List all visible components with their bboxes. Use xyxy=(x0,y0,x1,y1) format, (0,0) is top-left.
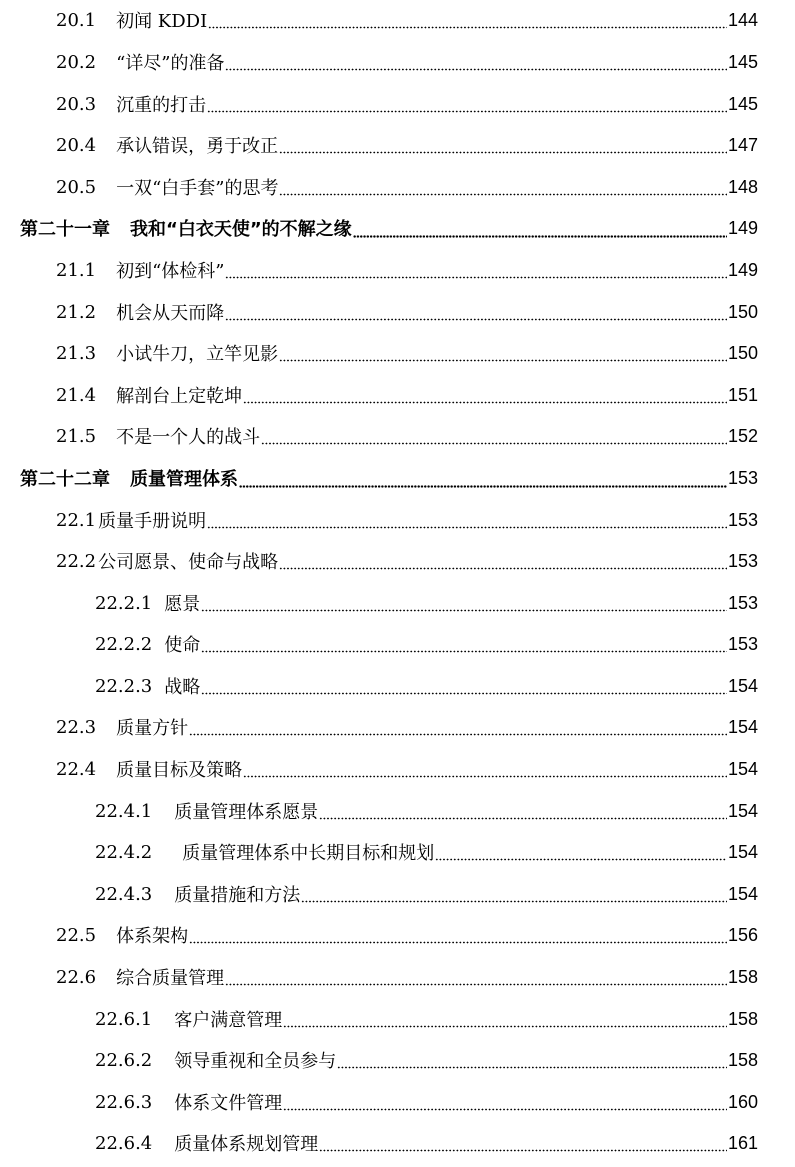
toc-subentry[interactable] xyxy=(95,1004,758,1034)
dot-leader xyxy=(243,380,727,410)
dot-leader xyxy=(279,546,727,576)
page-number: 161 xyxy=(727,1132,758,1153)
section-number: 22.6 xyxy=(56,966,97,988)
dot-leader xyxy=(201,671,727,701)
subsection-title: 质量管理体系中长期目标和规划 xyxy=(182,843,435,864)
page-number: 150 xyxy=(727,342,758,363)
subsection-number: 22.6.4 xyxy=(95,1132,153,1154)
toc-entry[interactable] xyxy=(56,712,758,742)
toc-entry[interactable] xyxy=(56,421,758,451)
toc-subentry[interactable] xyxy=(95,588,758,618)
page-number: 153 xyxy=(727,467,758,488)
toc-subentry[interactable] xyxy=(95,879,758,909)
page-number: 147 xyxy=(727,134,758,155)
subsection-number: 22.4.2 xyxy=(95,841,153,863)
chapter-number: 第二十二章 xyxy=(20,469,110,490)
subsection-title: 质量措施和方法 xyxy=(174,885,301,906)
section-title: “详尽”的准备 xyxy=(116,53,225,74)
subsection-title: 战略 xyxy=(164,677,201,698)
toc-subentry[interactable] xyxy=(95,796,758,826)
subsection-number: 22.6.2 xyxy=(95,1049,153,1071)
page-number: 154 xyxy=(727,716,758,737)
section-number: 21.3 xyxy=(56,342,97,364)
dot-leader xyxy=(301,879,727,909)
page-number: 145 xyxy=(727,51,758,72)
toc-chapter-entry[interactable] xyxy=(20,463,758,493)
section-number: 22.5 xyxy=(56,924,97,946)
page-number: 153 xyxy=(727,509,758,530)
section-title: 承认错误，勇于改正 xyxy=(116,136,279,157)
section-title: 小试牛刀，立竿见影 xyxy=(116,344,279,365)
toc-subentry[interactable] xyxy=(95,671,758,701)
subsection-title: 质量体系规划管理 xyxy=(174,1134,319,1155)
section-number: 20.4 xyxy=(56,134,97,156)
section-number: 20.2 xyxy=(56,51,97,73)
subsection-number: 22.2.1 xyxy=(95,592,153,614)
toc-entry[interactable] xyxy=(56,338,758,368)
dot-leader xyxy=(279,130,727,160)
subsection-number: 22.2.2 xyxy=(95,633,153,655)
section-title: 公司愿景、使命与战略 xyxy=(98,552,279,573)
section-number: 22.1 xyxy=(56,509,97,531)
toc-entry[interactable] xyxy=(56,47,758,77)
page-number: 144 xyxy=(727,9,758,30)
toc-entry[interactable] xyxy=(56,754,758,784)
section-title: 不是一个人的战斗 xyxy=(116,427,261,448)
section-title: 解剖台上定乾坤 xyxy=(116,386,243,407)
dot-leader xyxy=(201,588,727,618)
dot-leader xyxy=(319,796,727,826)
section-title: 初到“体检科” xyxy=(116,261,225,282)
section-number: 22.3 xyxy=(56,716,97,738)
page-number: 149 xyxy=(727,259,758,280)
page-number: 150 xyxy=(727,301,758,322)
section-title: 初闻 KDDI xyxy=(116,11,208,32)
page-number: 153 xyxy=(727,550,758,571)
section-number: 21.4 xyxy=(56,384,97,406)
chapter-title: 质量管理体系 xyxy=(130,469,238,490)
chapter-number: 第二十一章 xyxy=(20,219,110,240)
toc-subentry[interactable] xyxy=(95,837,758,867)
dot-leader xyxy=(283,1004,727,1034)
section-title: 质量手册说明 xyxy=(98,511,207,532)
dot-leader xyxy=(207,505,727,535)
section-title: 质量方针 xyxy=(116,718,189,739)
dot-leader xyxy=(225,962,727,992)
dot-leader xyxy=(208,5,727,35)
toc-subentry[interactable] xyxy=(95,629,758,659)
section-number: 21.1 xyxy=(56,259,97,281)
subsection-title: 领导重视和全员参与 xyxy=(174,1051,337,1072)
subsection-title: 使命 xyxy=(164,635,201,656)
page-number: 154 xyxy=(727,883,758,904)
toc-subentry[interactable] xyxy=(95,1045,758,1075)
toc-entry[interactable] xyxy=(56,89,758,119)
page-number: 154 xyxy=(727,841,758,862)
dot-leader xyxy=(225,297,727,327)
dot-leader xyxy=(279,172,726,202)
dot-leader xyxy=(243,754,727,784)
subsection-title: 客户满意管理 xyxy=(174,1010,283,1031)
subsection-title: 体系文件管理 xyxy=(174,1093,283,1114)
subsection-title: 质量管理体系愿景 xyxy=(174,802,319,823)
dot-leader xyxy=(239,463,727,493)
section-number: 20.5 xyxy=(56,176,97,198)
page-number: 153 xyxy=(727,592,758,613)
page-number: 149 xyxy=(727,217,758,238)
page-number: 151 xyxy=(727,384,758,405)
toc-entry[interactable] xyxy=(56,920,758,950)
dot-leader xyxy=(225,255,726,285)
dot-leader xyxy=(201,629,727,659)
toc-entry[interactable] xyxy=(56,255,758,285)
dot-leader xyxy=(189,712,727,742)
chapter-title: 我和“白衣天使”的不解之缘 xyxy=(130,219,352,240)
section-title: 一双“白手套”的思考 xyxy=(116,178,279,199)
page-number: 158 xyxy=(727,1008,758,1029)
dot-leader xyxy=(207,89,727,119)
dot-leader xyxy=(319,1128,727,1158)
toc-entry[interactable] xyxy=(56,130,758,160)
subsection-number: 22.6.3 xyxy=(95,1091,153,1113)
subsection-number: 22.4.3 xyxy=(95,883,153,905)
subsection-number: 22.6.1 xyxy=(95,1008,153,1030)
page-number: 154 xyxy=(727,675,758,696)
page-number: 152 xyxy=(727,425,758,446)
dot-leader xyxy=(337,1045,727,1075)
section-title: 机会从天而降 xyxy=(116,303,225,324)
toc-entry[interactable] xyxy=(56,380,758,410)
section-number: 22.4 xyxy=(56,758,97,780)
dot-leader xyxy=(279,338,727,368)
dot-leader xyxy=(283,1087,727,1117)
subsection-number: 22.4.1 xyxy=(95,800,153,822)
dot-leader xyxy=(435,837,727,867)
toc-subentry[interactable] xyxy=(95,1128,758,1158)
page-number: 153 xyxy=(727,633,758,654)
dot-leader xyxy=(261,421,727,451)
subsection-title: 愿景 xyxy=(164,594,201,615)
page-number: 148 xyxy=(727,176,758,197)
page-number: 158 xyxy=(727,966,758,987)
section-title: 综合质量管理 xyxy=(116,968,225,989)
toc-chapter-entry[interactable] xyxy=(20,213,758,243)
dot-leader xyxy=(189,920,727,950)
toc-entry[interactable] xyxy=(56,5,758,35)
subsection-number: 22.2.3 xyxy=(95,675,153,697)
page-number: 154 xyxy=(727,758,758,779)
section-number: 20.1 xyxy=(56,9,97,31)
page-number: 156 xyxy=(727,924,758,945)
section-number: 22.2 xyxy=(56,550,97,572)
toc-entry[interactable] xyxy=(56,297,758,327)
toc-entry[interactable] xyxy=(56,505,758,535)
dot-leader xyxy=(353,213,727,243)
page-number: 158 xyxy=(727,1049,758,1070)
toc-subentry[interactable] xyxy=(95,1087,758,1117)
page-number: 154 xyxy=(727,800,758,821)
page-number: 160 xyxy=(727,1091,758,1112)
section-title: 沉重的打击 xyxy=(116,95,207,116)
section-title: 体系架构 xyxy=(116,926,189,947)
toc-entry[interactable] xyxy=(56,172,758,202)
toc-entry[interactable] xyxy=(56,546,758,576)
section-title: 质量目标及策略 xyxy=(116,760,243,781)
page-number: 145 xyxy=(727,93,758,114)
section-number: 20.3 xyxy=(56,93,97,115)
dot-leader xyxy=(225,47,726,77)
section-number: 21.5 xyxy=(56,425,97,447)
section-number: 21.2 xyxy=(56,301,97,323)
toc-entry[interactable] xyxy=(56,962,758,992)
